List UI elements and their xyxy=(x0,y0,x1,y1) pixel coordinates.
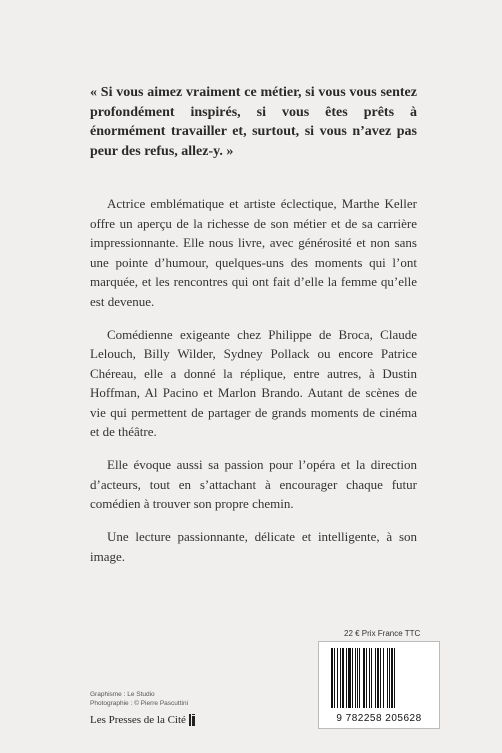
barcode-bar xyxy=(394,648,395,708)
synopsis-paragraph: Une lecture passionnante, délicate et intelligente, à son image. xyxy=(90,529,417,564)
credit-photographie: Photographie : © Pierre Pascuttini xyxy=(90,700,189,707)
price-label: 22 € Prix France TTC xyxy=(344,629,421,638)
synopsis-paragraph: Actrice emblématique et artiste éclectique, Marthe Keller offre un aperçu de la richesse de son métier et de sa carrière impressionnante. Elle nous livre, avec générosité et non sans une pointe d’humour, quelques-uns des moments qui l’ont marquée, et les rencontres qui ont fait d’elle la femme qu’elle est devenue. xyxy=(90,196,417,309)
synopsis-paragraph: Elle évoque aussi sa passion pour l’opéra et la direction d’acteurs, tout en s’attachant à encourager chaque futur comédien à trouver son propre chemin. xyxy=(90,457,417,511)
publisher-name: Les Presses de la Cité xyxy=(90,714,186,726)
back-cover-quote: « Si vous aimez vraiment ce métier, si vous vous sentez profondément inspirés, si vous êtes prêts à énormément travailler et, surtout, si vous n’avez pas peur des refus, allez-y. » xyxy=(90,85,417,159)
credit-graphisme: Graphisme : Le Studio xyxy=(90,691,155,698)
publisher-logo-icon xyxy=(189,714,195,726)
publisher xyxy=(90,714,195,726)
barcode xyxy=(318,641,440,729)
synopsis xyxy=(90,194,417,580)
credits xyxy=(90,690,188,708)
isbn-number: 9 782258 205628 xyxy=(336,713,422,724)
barcode-bars xyxy=(331,648,427,708)
synopsis-paragraph: Comédienne exigeante chez Philippe de Broca, Claude Lelouch, Billy Wilder, Sydney Pollack ou encore Patrice Chéreau, elle a donné la réplique, entre autres, à Dustin Hoffman, Al Pacino et Marlon Brando. Autant de scènes de vie qui permettent de partager de grands moments de cinéma et de théâtre. xyxy=(90,326,417,439)
